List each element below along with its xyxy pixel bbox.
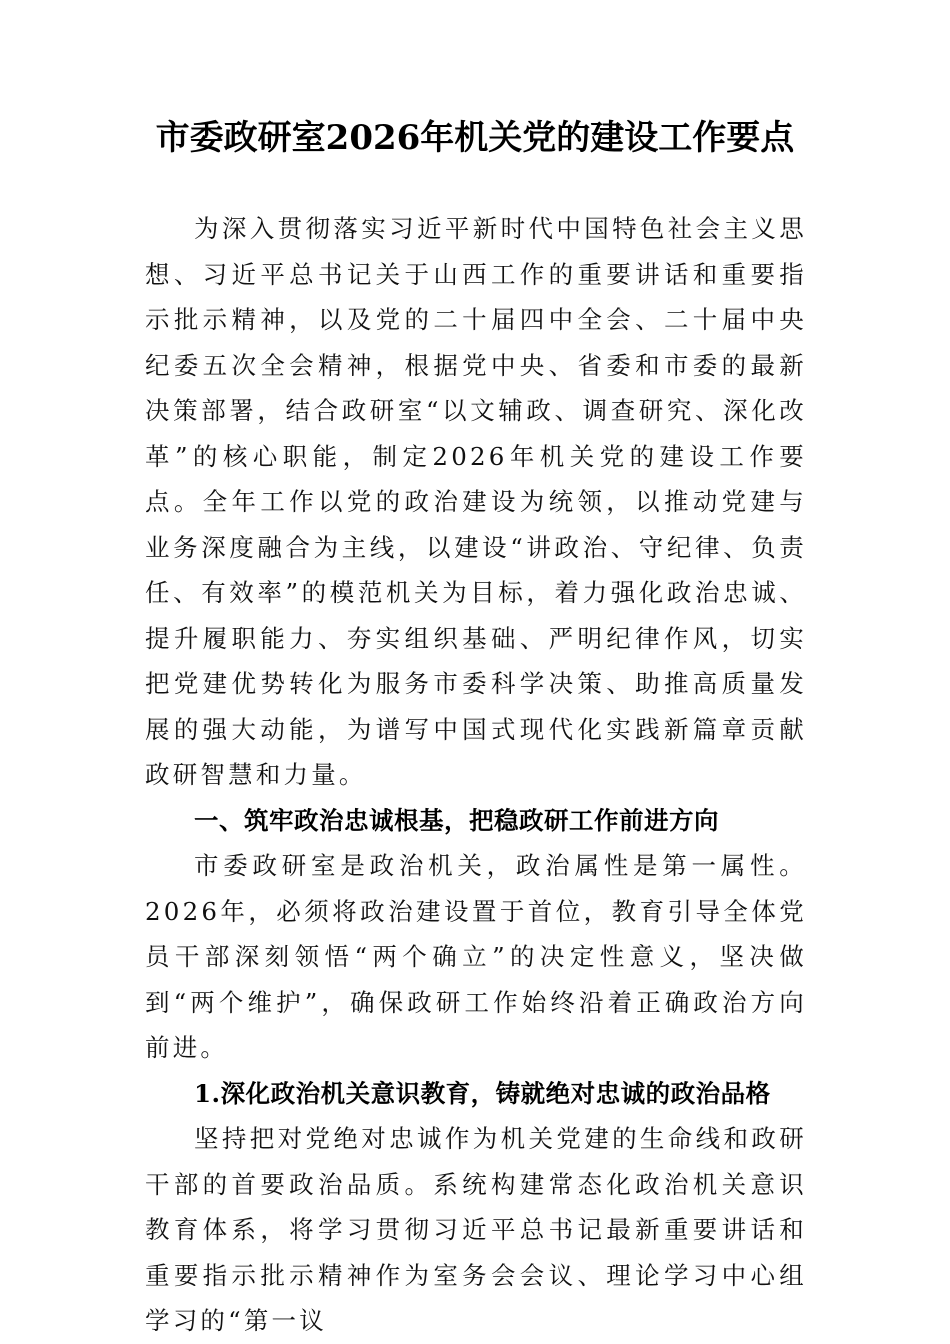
intro-paragraph: 为深入贯彻落实习近平新时代中国特色社会主义思想、习近平总书记关于山西工作的重要讲话和重要指示批示精神，以及党的二十届四中全会、二十届中央纪委五次全会精神，根据党中央、省委和市委的最新决策部署，结合政研室“以文辅政、调查研究、深化改革”的核心职能，制定2026年机关党的建设工作要点。全年工作以党的政治建设为统领，以推动党建与业务深度融合为主线，以建设“讲政治、守纪律、负责任、有效率”的模范机关为目标，着力强化政治忠诚、提升履职能力、夯实组织基础、严明纪律作风，切实把党建优势转化为服务市委科学决策、助推高质量发展的强大动能，为谱写中国式现代化实践新篇章贡献政研智慧和力量。	[145, 214, 807, 789]
section-1-heading: 一、筑牢政治忠诚根基，把稳政研工作前进方向	[194, 805, 719, 835]
item-1-paragraph: 坚持把对党绝对忠诚作为机关党建的生命线和政研干部的首要政治品质。系统构建常态化政治机关意识教育体系，将学习贯彻习近平总书记最新重要讲话和重要指示批示精神作为室务会会议、理论学习中心组学习的“第一议	[145, 1124, 807, 1335]
document-body	[145, 206, 807, 1344]
section-1-paragraph: 市委政研室是政治机关，政治属性是第一属性。2026年，必须将政治建设置于首位，教育引导全体党员干部深刻领悟“两个确立”的决定性意义，坚决做到“两个维护”，确保政研工作始终沿着正确政治方向前进。	[145, 851, 807, 1062]
item-1-heading: 1.深化政治机关意识教育，铸就绝对忠诚的政治品格	[194, 1078, 771, 1108]
document-title: 市委政研室2026年机关党的建设工作要点	[155, 118, 795, 158]
